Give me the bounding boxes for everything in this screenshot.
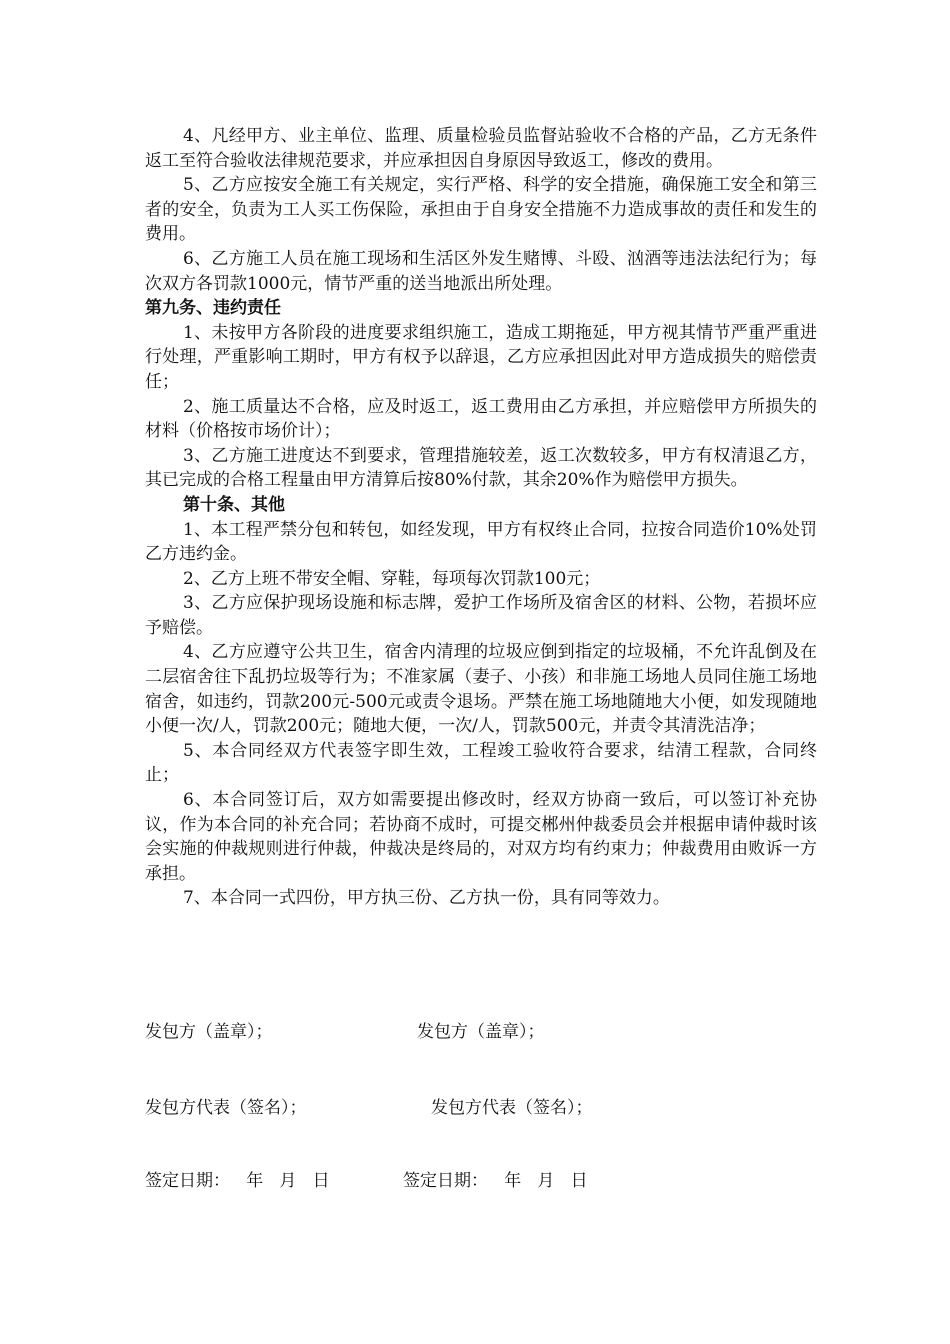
signature-date-left: 签定日期： 年 月 日 (145, 1171, 330, 1191)
signature-party-right: 发包方（盖章）； (417, 1022, 545, 1042)
clause-9-item-1: 1、未按甲方各阶段的进度要求组织施工，造成工期拖延，甲方视其情节严重严重进行处理，严重影响工期时，甲方有权予以辞退，乙方应承担因此对甲方造成损失的赔偿责任； (145, 322, 817, 392)
signature-rep-left: 发包方代表（签名）； (145, 1098, 307, 1118)
section-heading-other: 第十条、其他 (183, 494, 285, 515)
clause-10-item-7: 7、本合同一式四份，甲方执三份、乙方执一份，具有同等效力。 (183, 888, 670, 909)
clause-10-item-6: 6、本合同签订后，双方如需要提出修改时，经双方协商一致后，可以签订补充协议，作为本合同的补充合同；若协商不成时，可提交郴州仲裁委员会并根据申请仲裁时该会实施的仲裁规则进行仲裁，仲裁决是终局的，对双方均有约束力；仲裁费用由败诉一方承担。 (145, 790, 817, 884)
section-heading-breach: 第九务、违约责任 (145, 298, 281, 319)
clause-8-item-5: 5、乙方应按安全施工有关规定，实行严格、科学的安全措施，确保施工安全和第三者的安全，负责为工人买工伤保险，承担由于自身安全措施不力造成事故的责任和发生的费用。 (145, 175, 817, 245)
clause-8-item-4: 4、凡经甲方、业主单位、监理、质量检验员监督站验收不合格的产品，乙方无条件返工至符合验收法律规范要求，并应承担因自身原因导致返工，修改的费用。 (145, 126, 817, 171)
signature-party-left: 发包方（盖章）； (145, 1022, 273, 1042)
clause-9-item-2: 2、施工质量达不合格，应及时返工，返工费用由乙方承担，并应赔偿甲方所损失的材料（价格按市场价计）； (145, 396, 817, 442)
signature-date-right: 签定日期： 年 月 日 (403, 1171, 588, 1191)
clause-9-item-3: 3、乙方施工进度达不到要求，管理措施较差，返工次数较多，甲方有权清退乙方，其已完成的合格工程量由甲方清算后按80%付款，其余20%作为赔偿甲方损失。 (145, 445, 817, 491)
signature-rep-right: 发包方代表（签名）； (431, 1098, 593, 1118)
clause-10-item-5: 5、本合同经双方代表签字即生效，工程竣工验收符合要求，结清工程款，合同终止； (145, 740, 817, 786)
clause-10-item-1: 1、本工程严禁分包和转包，如经发现，甲方有权终止合同，拉按合同造价10%处罚乙方违约金。 (145, 519, 817, 565)
contract-body (145, 124, 817, 911)
clause-10-item-3: 3、乙方应保护现场设施和标志牌，爱护工作场所及宿舍区的材料、公物，若损坏应予赔偿。 (145, 593, 817, 638)
clause-8-item-6: 6、乙方施工人员在施工现场和生活区外发生赌博、斗殴、汹酒等违法法纪行为；每次双方各罚款1000元，情节严重的送当地派出所处理。 (145, 248, 817, 294)
clause-10-item-2: 2、乙方上班不带安全帽、穿鞋，每项每次罚款100元； (183, 568, 601, 589)
clause-10-item-4: 4、乙方应遵守公共卫生，宿舍内清理的垃圾应倒到指定的垃圾桶，不允许乱倒及在二层宿舍往下乱扔垃圾等行为；不准家属（妻子、小孩）和非施工场地人员同住施工场地宿舍，如违约，罚款200元-500元或责令退场。严禁在施工场地随地大小便，如发现随地小便一次/人，罚款200元；随地大便，一次/人，罚款500元，并责令其清洗洁净； (145, 642, 817, 737)
